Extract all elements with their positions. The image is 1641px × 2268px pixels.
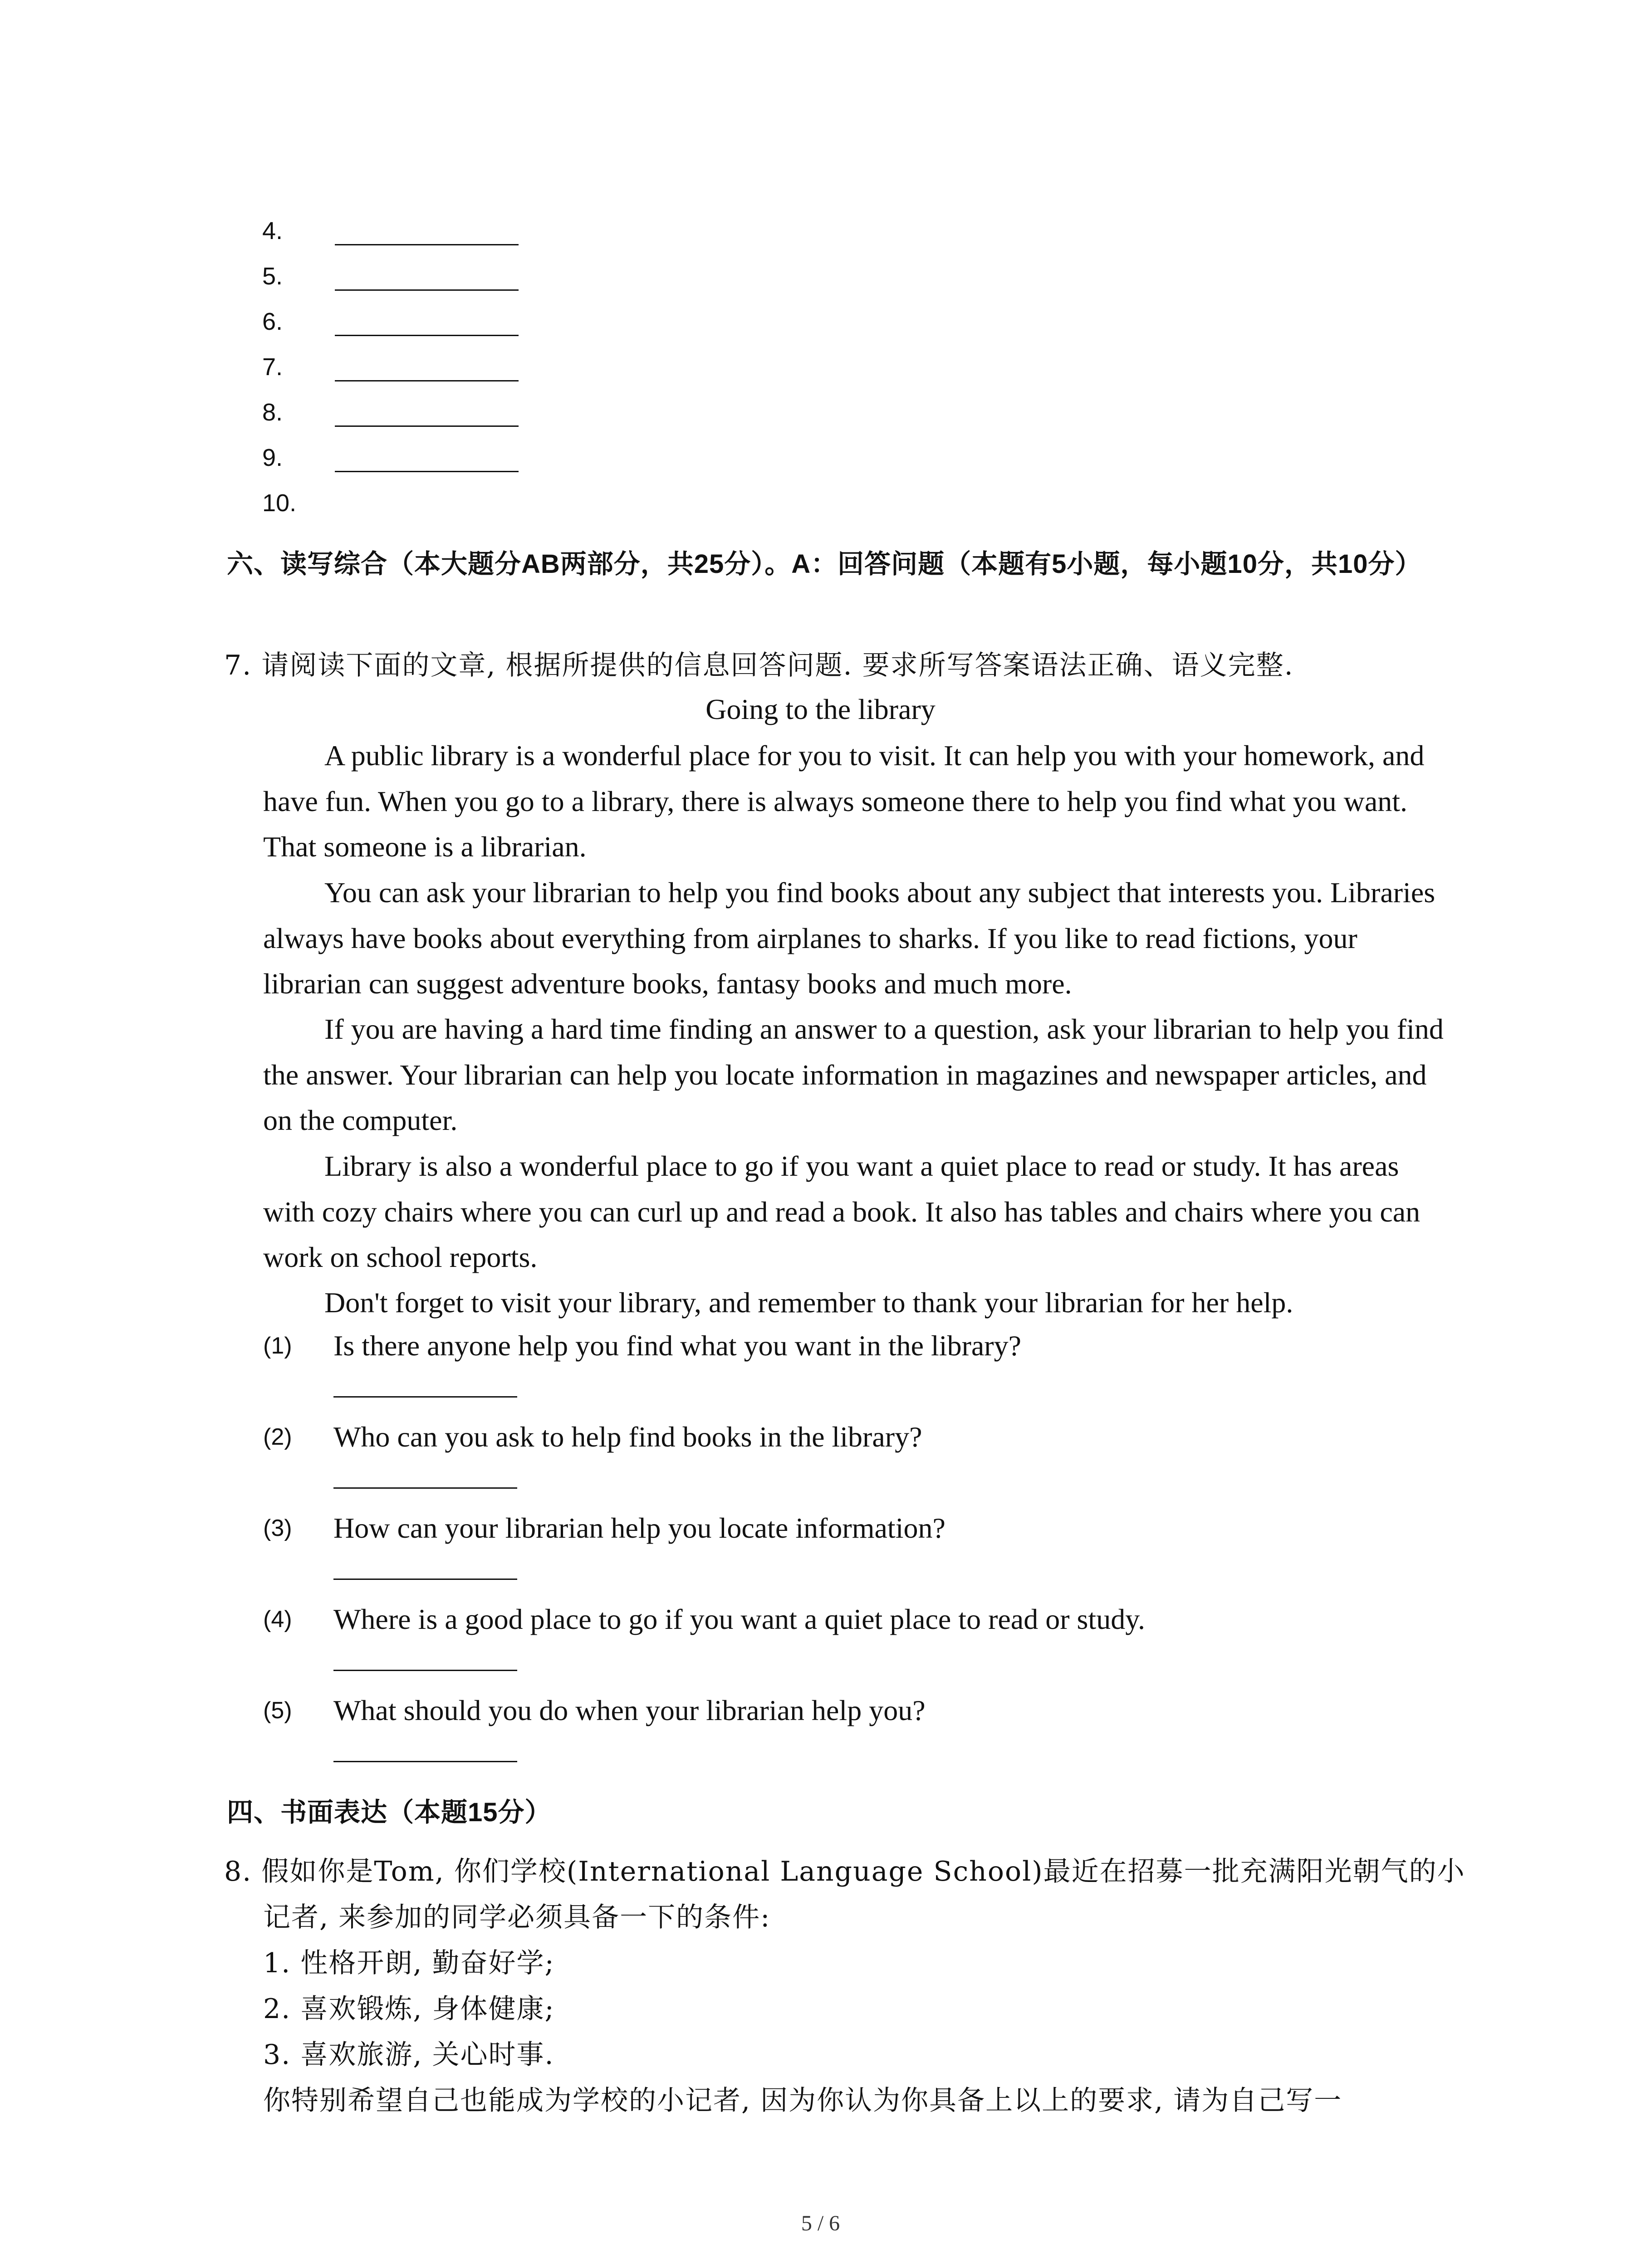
passage-title: Going to the library xyxy=(705,693,936,725)
question-number: (2) xyxy=(263,1424,292,1450)
answer-line[interactable] xyxy=(333,1487,517,1489)
question-item-4 xyxy=(263,1603,1443,1693)
question-number: (5) xyxy=(263,1697,292,1724)
passage-paragraph-3: If you are having a hard time finding an answer to a question, ask your librarian to help you find the answer. Your librarian can help you locate information in magazines and newspaper articles, and on the computer. xyxy=(263,1013,1444,1136)
condition-item-1: 1. 性格开朗, 勤奋好学; xyxy=(263,1947,555,1979)
section-four-heading: 四、书面表达（本题15分） xyxy=(227,1798,552,1827)
passage-paragraph-2: You can ask your librarian to help you find books about any subject that interests you. Libraries always have books about everything from airplanes to sharks. If you like to read fictions, your librarian can suggest adventure books, fantasy books and much more. xyxy=(263,876,1435,1000)
page-number: 5 / 6 xyxy=(801,2211,840,2235)
question-item-3 xyxy=(263,1511,1443,1602)
blank-line[interactable] xyxy=(335,244,519,245)
passage-paragraph-4: Library is also a wonderful place to go if you want a quiet place to read or study. It has areas with cozy chairs where you can curl up and read a book. It also has tables and chairs where you can work on school reports. xyxy=(263,1150,1421,1273)
question-text: Where is a good place to go if you want a quiet place to read or study. xyxy=(333,1603,1146,1635)
question-8-line-last: 你特别希望自己也能成为学校的小记者, 因为你认为你具备上以上的要求, 请为自己写一 xyxy=(263,2085,1342,2116)
answer-blank-5 xyxy=(262,262,580,308)
answer-blank-10 xyxy=(262,489,580,534)
answer-blank-6 xyxy=(262,308,580,353)
passage-paragraph-5: Don't forget to visit your library, and remember to thank your librarian for her help. xyxy=(324,1286,1293,1319)
question-number: (3) xyxy=(263,1515,292,1541)
blank-line[interactable] xyxy=(335,380,519,381)
answer-blank-4 xyxy=(262,217,580,262)
blank-line[interactable] xyxy=(335,471,519,472)
answer-line[interactable] xyxy=(333,1579,517,1580)
answer-line[interactable] xyxy=(333,1396,517,1398)
condition-item-2: 2. 喜欢锻炼, 身体健康; xyxy=(263,1993,555,2025)
question-item-1 xyxy=(263,1329,1443,1420)
question-text: Is there anyone help you find what you want in the library? xyxy=(333,1330,1021,1362)
section-six-heading: 六、读写综合（本大题分AB两部分，共25分）。A：回答问题（本题有5小题，每小题10分，共10分） xyxy=(227,549,1422,579)
blank-number: 5. xyxy=(262,263,283,290)
question-item-2 xyxy=(263,1420,1443,1511)
question-number: (1) xyxy=(263,1333,292,1359)
blank-line[interactable] xyxy=(335,335,519,336)
question-text: How can your librarian help you locate information? xyxy=(333,1512,945,1544)
blank-number: 9. xyxy=(262,444,283,471)
blank-number: 7. xyxy=(262,353,283,381)
blank-number: 6. xyxy=(262,308,283,335)
condition-item-3: 3. 喜欢旅游, 关心时事. xyxy=(263,2039,554,2071)
question-text: What should you do when your librarian help you? xyxy=(333,1694,926,1726)
question-8-line-2: 记者, 来参加的同学必须具备一下的条件: xyxy=(263,1901,771,1933)
answer-line[interactable] xyxy=(333,1761,517,1762)
blank-number: 8. xyxy=(262,399,283,426)
answer-blank-7 xyxy=(262,353,580,398)
answer-blank-8 xyxy=(262,398,580,444)
question-7-instruction: 7. 请阅读下面的文章, 根据所提供的信息回答问题. 要求所写答案语法正确、语义完整. xyxy=(224,650,1294,681)
question-8-line-1: 8. 假如你是Tom, 你们学校(International Language School)最近在招募一批充满阳光朝气的小 xyxy=(224,1856,1465,1887)
answer-line[interactable] xyxy=(333,1670,517,1671)
question-item-5 xyxy=(263,1694,1443,1784)
question-number: (4) xyxy=(263,1606,292,1633)
blank-number: 4. xyxy=(262,217,283,244)
blank-line[interactable] xyxy=(335,289,519,291)
blank-number: 10. xyxy=(262,489,297,517)
blank-line[interactable] xyxy=(335,425,519,427)
answer-blank-9 xyxy=(262,444,580,489)
question-text: Who can you ask to help find books in the library? xyxy=(333,1421,922,1453)
passage-paragraph-1: A public library is a wonderful place for you to visit. It can help you with your homework, and have fun. When you go to a library, there is always someone there to help you find what you want. That someone is a librarian. xyxy=(263,739,1425,863)
